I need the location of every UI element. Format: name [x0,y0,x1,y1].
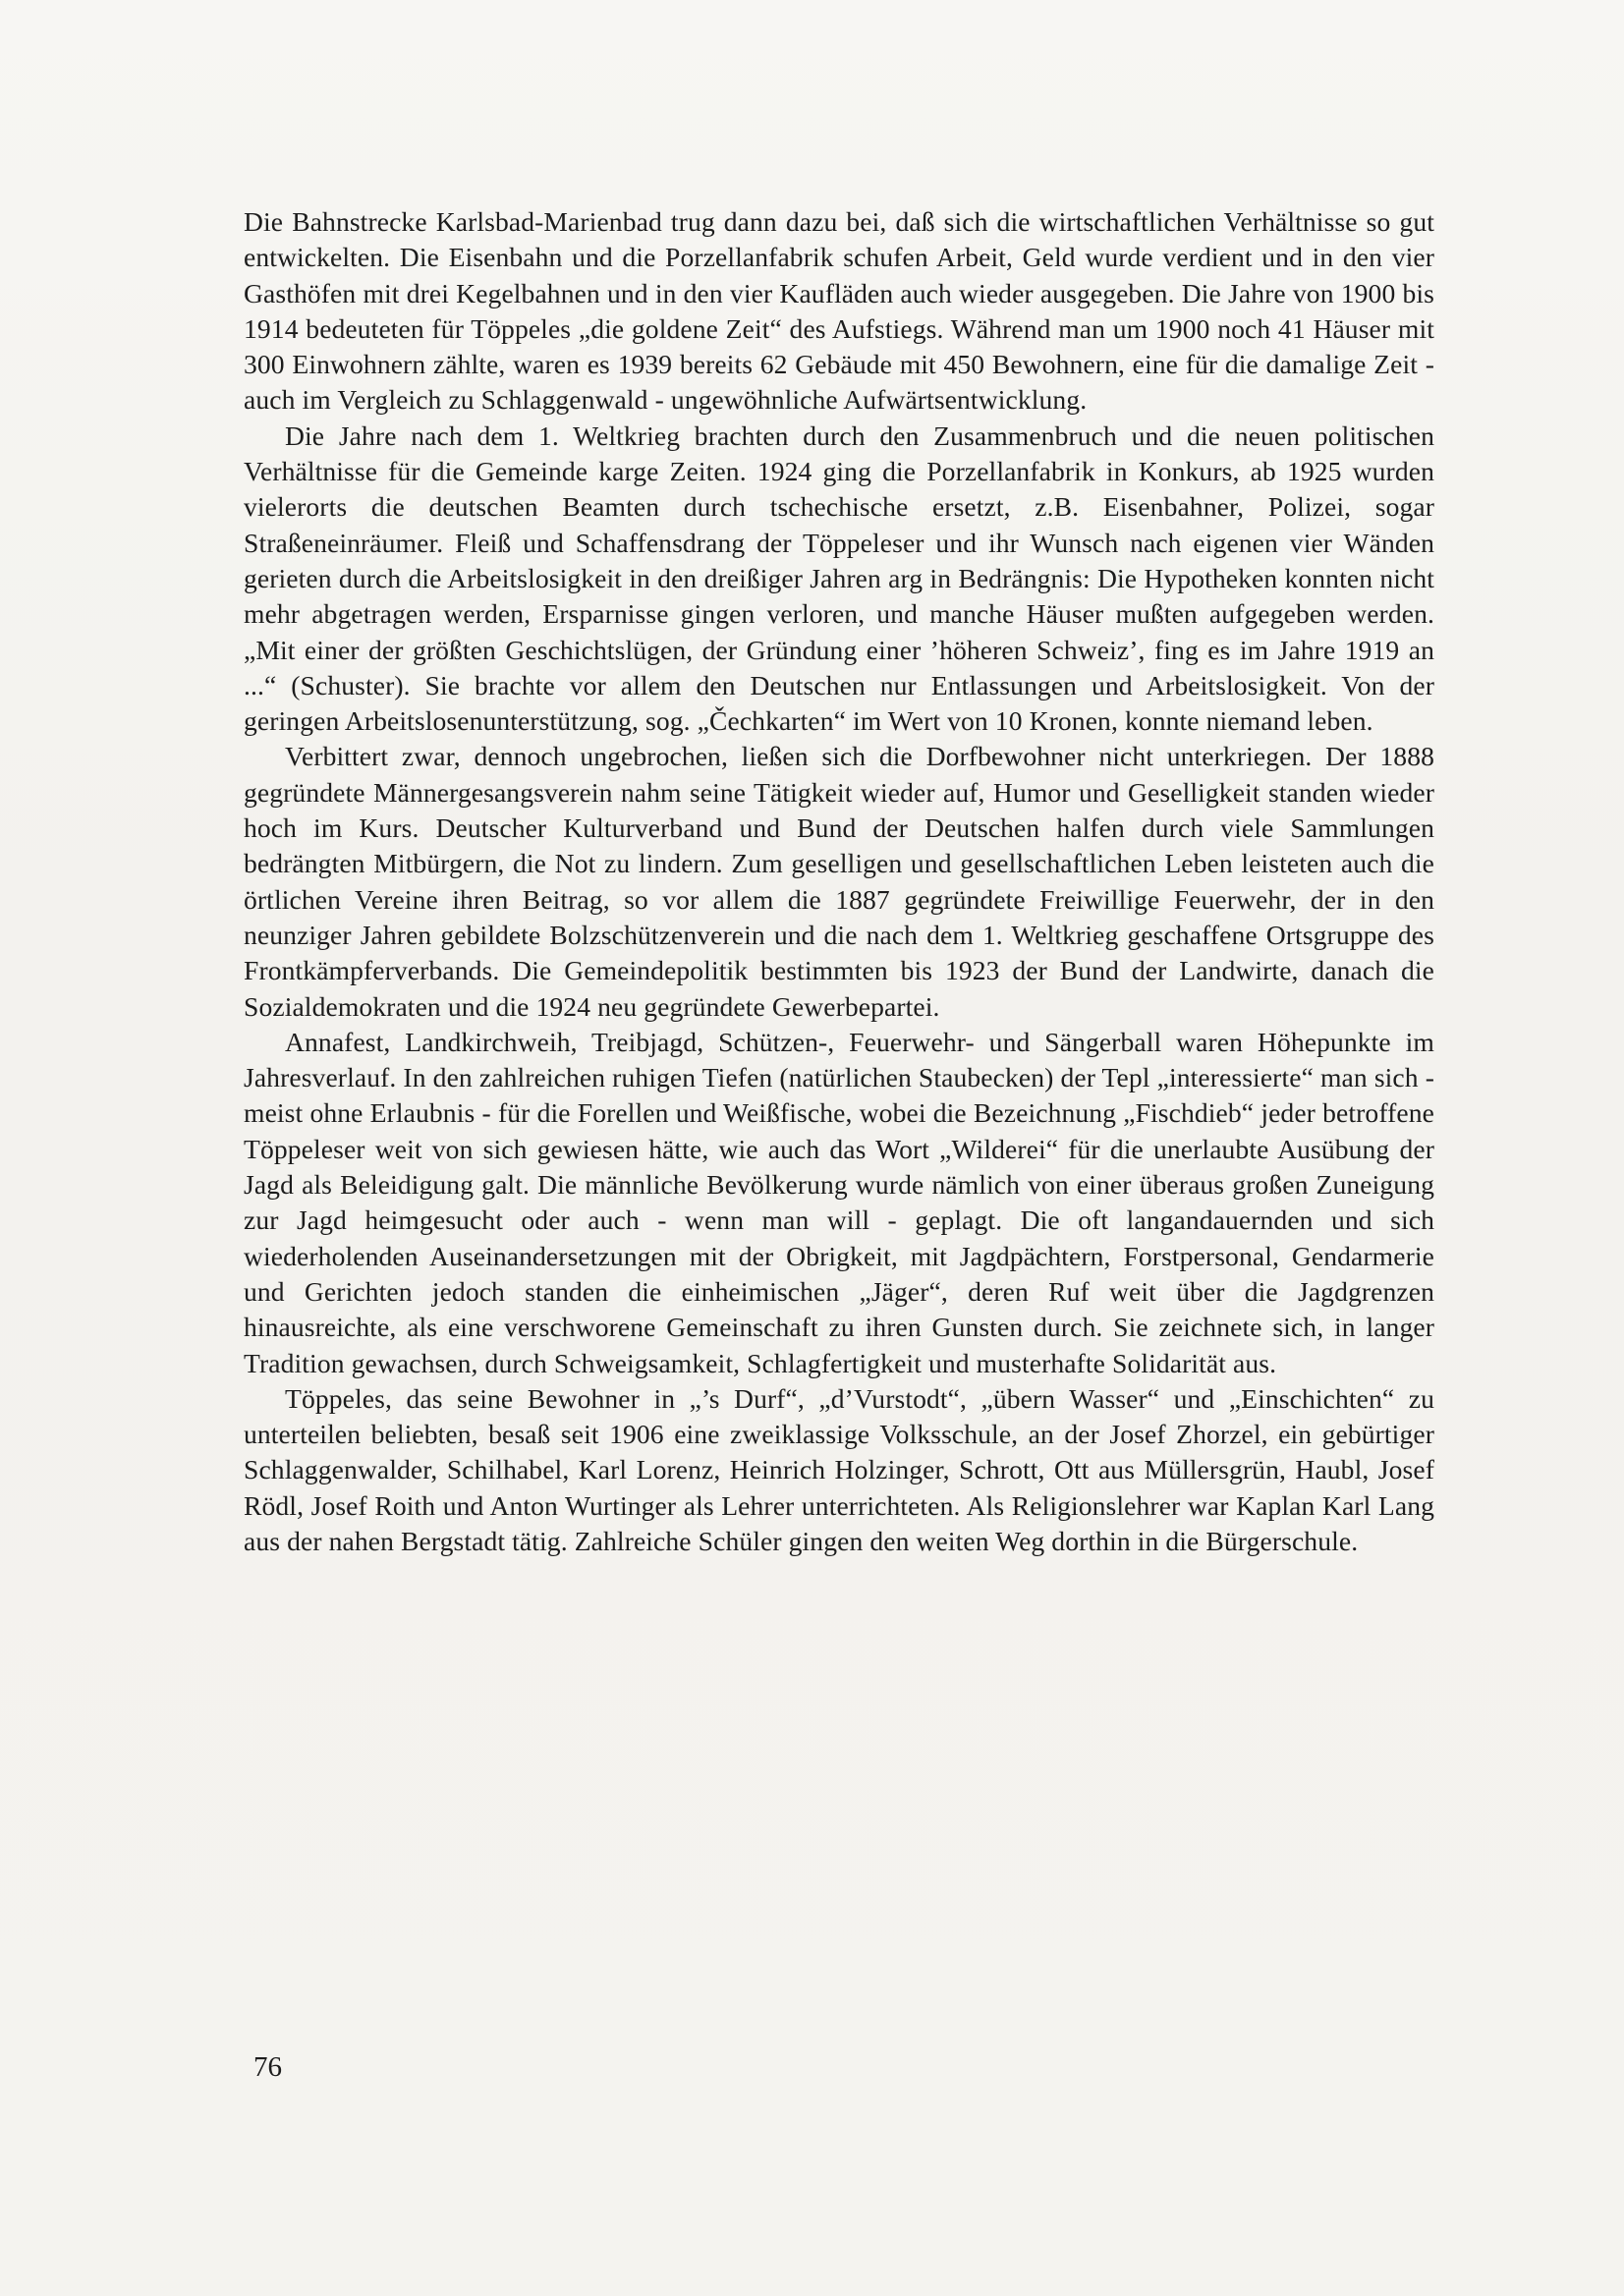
paragraph-4: Annafest, Landkirchweih, Treibjagd, Schützen-, Feuerwehr- und Sängerball waren Höhepunkte im Jahresverlauf. In den zahlreichen ruhigen Tiefen (natürlichen Staubecken) der Tepl „interessierte“ man sich - meist ohne Erlaubnis - für die Forellen und Weißfische, wobei die Bezeichnung „Fischdieb“ jeder betroffene Töppeleser weit von sich gewiesen hätte, wie auch das Wort „Wilderei“ für die unerlaubte Ausübung der Jagd als Beleidigung galt. Die männliche Bevölkerung wurde nämlich von einer überaus großen Zuneigung zur Jagd heimgesucht oder auch - wenn man will - geplagt. Die oft langandauernden und sich wiederholenden Auseinandersetzungen mit der Obrigkeit, mit Jagdpächtern, Forstpersonal, Gendarmerie und Gerichten jedoch standen die einheimischen „Jäger“, deren Ruf weit über die Jagdgrenzen hinausreichte, als eine verschworene Gemeinschaft zu ihren Gunsten durch. Sie zeichnete sich, in langer Tradition gewachsen, durch Schweigsamkeit, Schlagfertigkeit und musterhafte Solidarität aus. [244,1026,1434,1378]
paragraph-5: Töppeles, das seine Bewohner in „’s Durf“, „d’Vurstodt“, „übern Wasser“ und „Einschichten“ zu unterteilen beliebten, besaß seit 1906 eine zweiklassige Volksschule, an der Josef Zhorzel, ein gebürtiger Schlaggenwalder, Schilhabel, Karl Lorenz, Heinrich Holzinger, Schrott, Ott aus Müllersgrün, Haubl, Josef Rödl, Josef Roith und Anton Wurtinger als Lehrer unterrichteten. Als Religionslehrer war Kaplan Karl Lang aus der nahen Bergstadt tätig. Zahlreiche Schüler gingen den weiten Weg dorthin in die Bürgerschule. [244,1382,1434,1556]
paragraph-1: Die Bahnstrecke Karlsbad-Marienbad trug dann dazu bei, daß sich die wirtschaftlichen Verhältnisse so gut entwickelten. Die Eisenbahn und die Porzellanfabrik schufen Arbeit, Geld wurde verdient und in den vier Gasthöfen mit drei Kegelbahnen und in den vier Kaufläden auch wieder ausgegeben. Die Jahre von 1900 bis 1914 bedeuteten für Töppeles „die goldene Zeit“ des Aufstiegs. Während man um 1900 noch 41 Häuser mit 300 Einwohnern zählte, waren es 1939 bereits 62 Gebäude mit 450 Bewohnern, eine für die damalige Zeit - auch im Vergleich zu Schlaggenwald - ungewöhnliche Aufwärtsentwicklung. [244,206,1434,416]
body-text [244,204,1434,1559]
paragraph-2: Die Jahre nach dem 1. Weltkrieg brachten durch den Zusammenbruch und die neuen politischen Verhältnisse für die Gemeinde karge Zeiten. 1924 ging die Porzellanfabrik in Konkurs, ab 1925 wurden vielerorts die deutschen Beamten durch tschechische ersetzt, z.B. Eisenbahner, Polizei, sogar Straßeneinräumer. Fleiß und Schaffensdrang der Töppeleser und ihr Wunsch nach eigenen vier Wänden gerieten durch die Arbeitslosigkeit in den dreißiger Jahren arg in Bedrängnis: Die Hypotheken konnten nicht mehr abgetragen werden, Ersparnisse gingen verloren, und manche Häuser mußten aufgegeben werden. „Mit einer der größten Geschichtslügen, der Gründung einer ’höheren Schweiz’, fing es im Jahre 1919 an ...“ (Schuster). Sie brachte vor allem den Deutschen nur Entlassungen und Arbeitslosigkeit. Von der geringen Arbeitslosenunterstützung, sog. „Čechkarten“ im Wert von 10 Kronen, konnte niemand leben. [244,420,1434,737]
page-number: 76 [253,2051,282,2083]
paragraph-3: Verbittert zwar, dennoch ungebrochen, ließen sich die Dorfbewohner nicht unterkriegen. Der 1888 gegründete Männergesangsverein nahm seine Tätigkeit wieder auf, Humor und Geselligkeit standen wieder hoch im Kurs. Deutscher Kulturverband und Bund der Deutschen halfen durch viele Sammlungen bedrängten Mitbürgern, die Not zu lindern. Zum geselligen und gesellschaftlichen Leben leisteten auch die örtlichen Vereine ihren Beitrag, so vor allem die 1887 gegründete Freiwillige Feuerwehr, der in den neunziger Jahren gebildete Bolzschützenverein und die nach dem 1. Weltkrieg geschaffene Ortsgruppe des Frontkämpferverbands. Die Gemeindepolitik bestimmten bis 1923 der Bund der Landwirte, danach die Sozialdemokraten und die 1924 neu gegründete Gewerbepartei. [244,741,1434,1022]
